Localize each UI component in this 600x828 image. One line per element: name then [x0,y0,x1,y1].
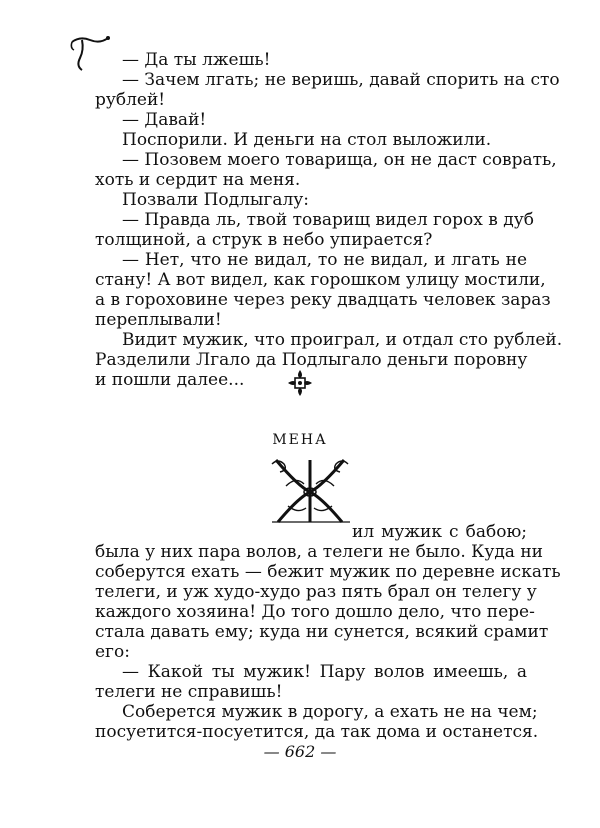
text-line: — Давай! [122,110,207,130]
fleuron-ornament-icon [286,368,314,398]
text-line: телеги, и уж худо-худо раз пять брал он телегу у [95,582,537,602]
text-line: телеги не справишь! [95,682,283,702]
text-line: стану! А вот видел, как горошком улицу мостили, [95,270,546,290]
text-line: — Да ты лжешь! [122,50,271,70]
text-line: Позвали Подлыгалу: [122,190,309,210]
text-line: Поспорили. И деньги на стол выложили. [122,130,492,150]
text-line: а в гороховине через реку двадцать человек зараз [95,290,551,310]
text-line: и пошли далее... [95,370,245,390]
chapter-title: МЕНА [272,432,328,448]
text-line: была у них пара волов, а телеги не было. Куда ни [95,542,544,562]
text-line: — Нет, что не видал, то не видал, и лгать не [122,250,527,270]
text-line: Соберется мужик в дорогу, а ехать не на чем; [122,702,538,722]
text-line: — Какой ты мужик! Пару волов имеешь, а [122,662,527,682]
text-line: — Позовем моего товарища, он не даст соврать, [122,150,557,170]
text-line: — Правда ль, твой товарищ видел горох в дуб [122,210,534,230]
text-line: стала давать ему; куда ни сунется, всякий срамит [95,622,549,642]
text-line: каждого хозяина! До того дошло дело, что пере- [95,602,535,622]
text-line: ил мужик с бабою; [352,522,527,542]
text-line: Видит мужик, что проиграл, и отдал сто рублей. [122,330,563,350]
text-line: толщиной, а струк в небо упирается? [95,230,433,250]
text-line: посуетится-посуетится, да так дома и останется. [95,722,539,742]
corner-flourish-icon [66,34,114,74]
page-number: — 662 — [263,742,337,761]
text-line: соберутся ехать — бежит мужик по деревне искать [95,562,561,582]
text-line: — Зачем лгать; не веришь, давай спорить на сто [122,70,560,90]
text-line: переплывали! [95,310,222,330]
text-line: его: [95,642,130,662]
ornamental-initial-zh-icon [268,456,352,526]
text-line: хоть и сердит на меня. [95,170,301,190]
text-line: рублей! [95,90,166,110]
text-line: Разделили Лгало да Подлыгало деньги поровну [95,350,528,370]
